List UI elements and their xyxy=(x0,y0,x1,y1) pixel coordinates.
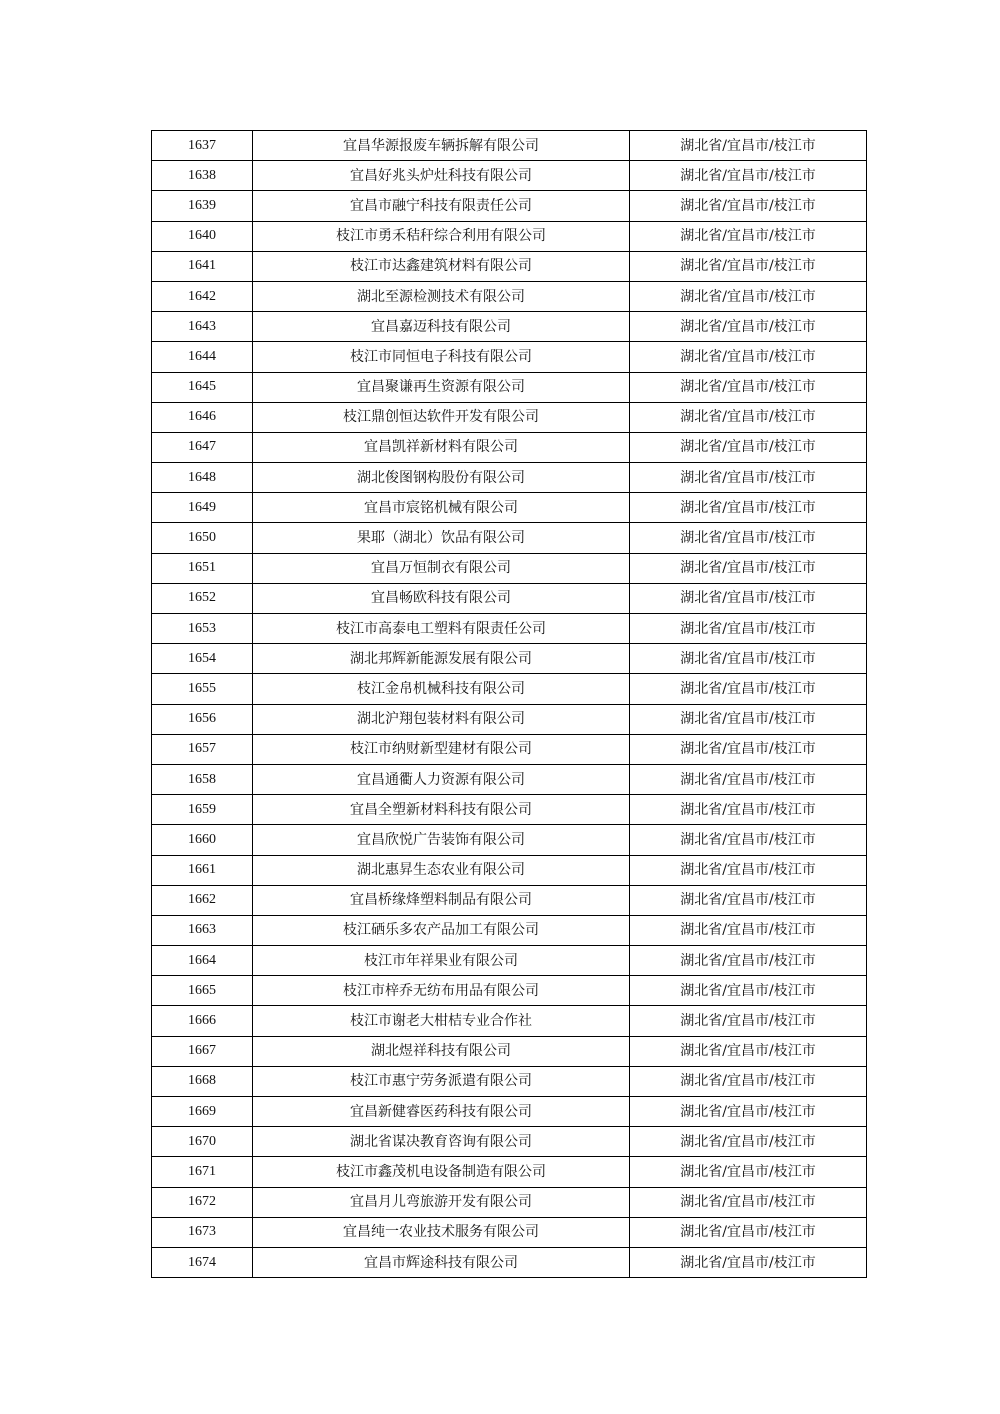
table-row xyxy=(152,161,867,191)
company-name-cell: 宜昌市辉途科技有限公司 xyxy=(253,1247,630,1277)
company-name-cell: 宜昌好兆头炉灶科技有限公司 xyxy=(253,161,630,191)
company-name-cell: 宜昌桥缘烽塑料制品有限公司 xyxy=(253,885,630,915)
region-cell: 湖北省/宜昌市/枝江市 xyxy=(630,976,867,1006)
company-name-cell: 枝江鼎创恒达软件开发有限公司 xyxy=(253,402,630,432)
table-row xyxy=(152,915,867,945)
region-cell: 湖北省/宜昌市/枝江市 xyxy=(630,1036,867,1066)
company-name-cell: 枝江市同恒电子科技有限公司 xyxy=(253,342,630,372)
row-number-cell: 1669 xyxy=(152,1097,253,1127)
table-row xyxy=(152,1157,867,1187)
company-name-cell: 枝江市谢老大柑桔专业合作社 xyxy=(253,1006,630,1036)
region-cell: 湖北省/宜昌市/枝江市 xyxy=(630,432,867,462)
row-number-cell: 1663 xyxy=(152,915,253,945)
region-cell: 湖北省/宜昌市/枝江市 xyxy=(630,1127,867,1157)
region-cell: 湖北省/宜昌市/枝江市 xyxy=(630,1247,867,1277)
row-number-cell: 1660 xyxy=(152,825,253,855)
company-name-cell: 宜昌月儿弯旅游开发有限公司 xyxy=(253,1187,630,1217)
region-cell: 湖北省/宜昌市/枝江市 xyxy=(630,795,867,825)
company-name-cell: 枝江市惠宁劳务派遣有限公司 xyxy=(253,1066,630,1096)
row-number-cell: 1653 xyxy=(152,614,253,644)
row-number-cell: 1640 xyxy=(152,221,253,251)
table-row xyxy=(152,855,867,885)
region-cell: 湖北省/宜昌市/枝江市 xyxy=(630,915,867,945)
row-number-cell: 1644 xyxy=(152,342,253,372)
company-name-cell: 宜昌市宸铭机械有限公司 xyxy=(253,493,630,523)
row-number-cell: 1673 xyxy=(152,1217,253,1247)
company-name-cell: 枝江硒乐多农产品加工有限公司 xyxy=(253,915,630,945)
company-name-cell: 宜昌市融宁科技有限责任公司 xyxy=(253,191,630,221)
company-name-cell: 枝江市高泰电工塑料有限责任公司 xyxy=(253,614,630,644)
company-name-cell: 枝江市勇禾秸秆综合利用有限公司 xyxy=(253,221,630,251)
company-name-cell: 宜昌万恒制衣有限公司 xyxy=(253,553,630,583)
table-row xyxy=(152,734,867,764)
table-row xyxy=(152,251,867,281)
region-cell: 湖北省/宜昌市/枝江市 xyxy=(630,1006,867,1036)
row-number-cell: 1654 xyxy=(152,644,253,674)
table-row xyxy=(152,221,867,251)
row-number-cell: 1638 xyxy=(152,161,253,191)
row-number-cell: 1642 xyxy=(152,281,253,311)
region-cell: 湖北省/宜昌市/枝江市 xyxy=(630,251,867,281)
company-name-cell: 枝江金帛机械科技有限公司 xyxy=(253,674,630,704)
table-row xyxy=(152,583,867,613)
region-cell: 湖北省/宜昌市/枝江市 xyxy=(630,281,867,311)
row-number-cell: 1655 xyxy=(152,674,253,704)
company-name-cell: 枝江市年祥果业有限公司 xyxy=(253,946,630,976)
region-cell: 湖北省/宜昌市/枝江市 xyxy=(630,221,867,251)
region-cell: 湖北省/宜昌市/枝江市 xyxy=(630,734,867,764)
table-row xyxy=(152,1127,867,1157)
region-cell: 湖北省/宜昌市/枝江市 xyxy=(630,825,867,855)
region-cell: 湖北省/宜昌市/枝江市 xyxy=(630,463,867,493)
company-name-cell: 枝江市达鑫建筑材料有限公司 xyxy=(253,251,630,281)
table-row xyxy=(152,644,867,674)
region-cell: 湖北省/宜昌市/枝江市 xyxy=(630,614,867,644)
table-row xyxy=(152,674,867,704)
row-number-cell: 1637 xyxy=(152,131,253,161)
table-row xyxy=(152,704,867,734)
company-name-cell: 宜昌凯祥新材料有限公司 xyxy=(253,432,630,462)
row-number-cell: 1650 xyxy=(152,523,253,553)
table-row xyxy=(152,946,867,976)
region-cell: 湖北省/宜昌市/枝江市 xyxy=(630,312,867,342)
table-row xyxy=(152,614,867,644)
table-row xyxy=(152,523,867,553)
row-number-cell: 1647 xyxy=(152,432,253,462)
company-name-cell: 枝江市纳财新型建材有限公司 xyxy=(253,734,630,764)
row-number-cell: 1662 xyxy=(152,885,253,915)
row-number-cell: 1670 xyxy=(152,1127,253,1157)
region-cell: 湖北省/宜昌市/枝江市 xyxy=(630,131,867,161)
company-name-cell: 湖北煜祥科技有限公司 xyxy=(253,1036,630,1066)
row-number-cell: 1667 xyxy=(152,1036,253,1066)
row-number-cell: 1674 xyxy=(152,1247,253,1277)
table-row xyxy=(152,463,867,493)
row-number-cell: 1671 xyxy=(152,1157,253,1187)
region-cell: 湖北省/宜昌市/枝江市 xyxy=(630,1217,867,1247)
region-cell: 湖北省/宜昌市/枝江市 xyxy=(630,1097,867,1127)
table-row xyxy=(152,976,867,1006)
company-name-cell: 湖北惠昇生态农业有限公司 xyxy=(253,855,630,885)
region-cell: 湖北省/宜昌市/枝江市 xyxy=(630,191,867,221)
table-row xyxy=(152,1247,867,1277)
row-number-cell: 1641 xyxy=(152,251,253,281)
table-row xyxy=(152,493,867,523)
region-cell: 湖北省/宜昌市/枝江市 xyxy=(630,523,867,553)
row-number-cell: 1661 xyxy=(152,855,253,885)
company-name-cell: 枝江市鑫茂机电设备制造有限公司 xyxy=(253,1157,630,1187)
company-name-cell: 宜昌聚谦再生资源有限公司 xyxy=(253,372,630,402)
region-cell: 湖北省/宜昌市/枝江市 xyxy=(630,674,867,704)
region-cell: 湖北省/宜昌市/枝江市 xyxy=(630,704,867,734)
company-table-body xyxy=(152,131,867,1278)
region-cell: 湖北省/宜昌市/枝江市 xyxy=(630,583,867,613)
row-number-cell: 1664 xyxy=(152,946,253,976)
table-row xyxy=(152,1066,867,1096)
company-name-cell: 湖北省谋决教育咨询有限公司 xyxy=(253,1127,630,1157)
row-number-cell: 1651 xyxy=(152,553,253,583)
region-cell: 湖北省/宜昌市/枝江市 xyxy=(630,1066,867,1096)
table-row xyxy=(152,1006,867,1036)
table-row xyxy=(152,553,867,583)
company-name-cell: 湖北沪翔包装材料有限公司 xyxy=(253,704,630,734)
region-cell: 湖北省/宜昌市/枝江市 xyxy=(630,885,867,915)
table-row xyxy=(152,825,867,855)
row-number-cell: 1659 xyxy=(152,795,253,825)
company-name-cell: 湖北至源检测技术有限公司 xyxy=(253,281,630,311)
row-number-cell: 1665 xyxy=(152,976,253,1006)
table-row xyxy=(152,312,867,342)
table-row xyxy=(152,432,867,462)
table-row xyxy=(152,795,867,825)
company-table xyxy=(151,130,867,1278)
table-row xyxy=(152,131,867,161)
row-number-cell: 1643 xyxy=(152,312,253,342)
table-row xyxy=(152,1187,867,1217)
company-name-cell: 湖北俊图钢构股份有限公司 xyxy=(253,463,630,493)
row-number-cell: 1666 xyxy=(152,1006,253,1036)
row-number-cell: 1668 xyxy=(152,1066,253,1096)
row-number-cell: 1652 xyxy=(152,583,253,613)
table-row xyxy=(152,1036,867,1066)
company-name-cell: 宜昌纯一农业技术服务有限公司 xyxy=(253,1217,630,1247)
row-number-cell: 1646 xyxy=(152,402,253,432)
region-cell: 湖北省/宜昌市/枝江市 xyxy=(630,553,867,583)
row-number-cell: 1639 xyxy=(152,191,253,221)
region-cell: 湖北省/宜昌市/枝江市 xyxy=(630,161,867,191)
company-name-cell: 宜昌全塑新材料科技有限公司 xyxy=(253,795,630,825)
row-number-cell: 1658 xyxy=(152,764,253,794)
region-cell: 湖北省/宜昌市/枝江市 xyxy=(630,342,867,372)
company-name-cell: 宜昌华源报废车辆拆解有限公司 xyxy=(253,131,630,161)
table-row xyxy=(152,191,867,221)
table-row xyxy=(152,281,867,311)
region-cell: 湖北省/宜昌市/枝江市 xyxy=(630,493,867,523)
table-row xyxy=(152,1217,867,1247)
region-cell: 湖北省/宜昌市/枝江市 xyxy=(630,644,867,674)
region-cell: 湖北省/宜昌市/枝江市 xyxy=(630,372,867,402)
company-name-cell: 果耶（湖北）饮品有限公司 xyxy=(253,523,630,553)
row-number-cell: 1648 xyxy=(152,463,253,493)
table-row xyxy=(152,342,867,372)
company-name-cell: 宜昌新健睿医药科技有限公司 xyxy=(253,1097,630,1127)
company-name-cell: 湖北邦辉新能源发展有限公司 xyxy=(253,644,630,674)
row-number-cell: 1649 xyxy=(152,493,253,523)
region-cell: 湖北省/宜昌市/枝江市 xyxy=(630,1187,867,1217)
table-row xyxy=(152,764,867,794)
company-name-cell: 宜昌欣悦广告装饰有限公司 xyxy=(253,825,630,855)
row-number-cell: 1645 xyxy=(152,372,253,402)
region-cell: 湖北省/宜昌市/枝江市 xyxy=(630,946,867,976)
region-cell: 湖北省/宜昌市/枝江市 xyxy=(630,855,867,885)
region-cell: 湖北省/宜昌市/枝江市 xyxy=(630,764,867,794)
row-number-cell: 1656 xyxy=(152,704,253,734)
company-name-cell: 宜昌通衢人力资源有限公司 xyxy=(253,764,630,794)
region-cell: 湖北省/宜昌市/枝江市 xyxy=(630,402,867,432)
table-row xyxy=(152,1097,867,1127)
table-row xyxy=(152,372,867,402)
company-name-cell: 宜昌嘉迈科技有限公司 xyxy=(253,312,630,342)
region-cell: 湖北省/宜昌市/枝江市 xyxy=(630,1157,867,1187)
row-number-cell: 1672 xyxy=(152,1187,253,1217)
company-name-cell: 枝江市梓乔无纺布用品有限公司 xyxy=(253,976,630,1006)
table-row xyxy=(152,885,867,915)
row-number-cell: 1657 xyxy=(152,734,253,764)
table-row xyxy=(152,402,867,432)
company-name-cell: 宜昌畅欧科技有限公司 xyxy=(253,583,630,613)
